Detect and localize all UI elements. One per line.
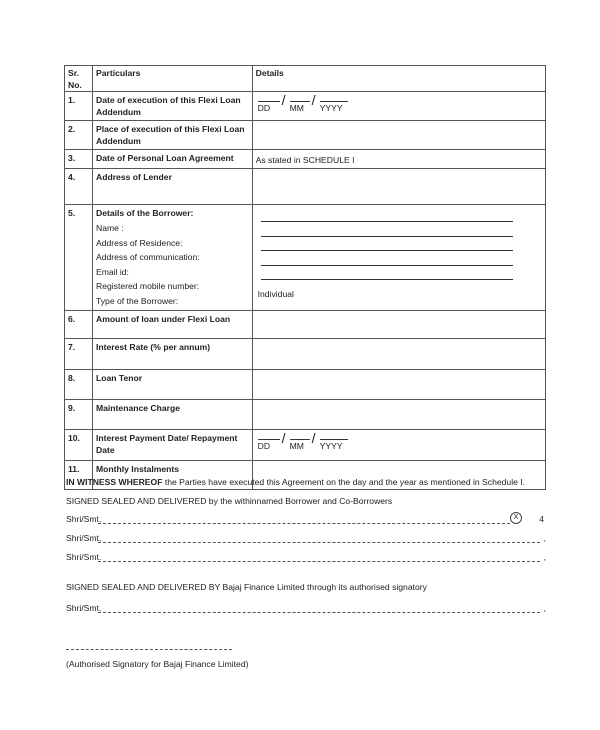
date-dd: DD: [258, 101, 280, 114]
borrower-type-label: Type of the Borrower:: [95, 295, 179, 306]
line-end: ,: [543, 533, 546, 543]
shri-label: Shri/Smt.: [66, 603, 102, 613]
date-dd: DD: [258, 439, 280, 452]
row-particular: Monthly Instalments: [92, 461, 252, 490]
header-sr-no: Sr. No.: [65, 66, 93, 92]
table-row: [65, 169, 546, 205]
row-number: 10.: [65, 430, 93, 461]
header-particulars: Particulars: [92, 66, 252, 92]
date-yyyy: YYYY: [320, 439, 348, 452]
date-yyyy: YYYY: [320, 101, 348, 114]
row-detail: As stated in SCHEDULE I: [252, 150, 545, 169]
seal-icon: X: [510, 512, 522, 524]
shri-label: Shri/Smt.: [66, 514, 102, 524]
borrower-type-value: Individual: [257, 288, 294, 299]
mobile-field[interactable]: [256, 273, 542, 288]
lender-address-field[interactable]: [252, 169, 545, 205]
row-number: 4.: [65, 169, 93, 205]
place-of-execution-field[interactable]: [252, 121, 545, 150]
table-row: [65, 311, 546, 339]
loan-amount-field[interactable]: [252, 311, 545, 339]
table-row: [65, 205, 546, 311]
table-header-row: [65, 66, 546, 92]
header-details: Details: [252, 66, 545, 92]
row-number: 8.: [65, 370, 93, 400]
table-row: [65, 121, 546, 150]
borrower-details-fields: [252, 205, 545, 311]
loan-tenor-field[interactable]: [252, 370, 545, 400]
row-particular: Amount of loan under Flexi Loan: [92, 311, 252, 339]
residence-address-label: Address of Residence:: [95, 237, 183, 248]
shri-label: Shri/Smt.: [66, 533, 102, 543]
maintenance-charge-field[interactable]: [252, 400, 545, 430]
signed-by-bajaj-text: SIGNED SEALED AND DELIVERED BY Bajaj Finance Limited through its authorised signatory: [66, 582, 427, 592]
borrower-type-field[interactable]: [256, 288, 542, 300]
borrower-name-field[interactable]: [256, 215, 542, 230]
row-number: 7.: [65, 339, 93, 370]
row-particular: Loan Tenor: [92, 370, 252, 400]
authorised-signature-line[interactable]: [66, 649, 232, 650]
borrower-name-label: Name :: [95, 223, 124, 233]
authorised-signatory-caption: (Authorised Signatory for Bajaj Finance Limited): [66, 659, 249, 669]
table-row: [65, 400, 546, 430]
residence-address-field[interactable]: [256, 230, 542, 245]
row-number: 9.: [65, 400, 93, 430]
communication-address-field[interactable]: [256, 244, 542, 259]
table-row: [65, 339, 546, 370]
row-particular: Date of execution of this Flexi Loan Addendum: [92, 92, 252, 121]
co-borrower-signature-line[interactable]: [66, 533, 546, 545]
date-placeholder: [256, 94, 542, 114]
witness-statement: [66, 477, 525, 487]
witness-bold: IN WITNESS WHEREOF: [66, 477, 163, 487]
date-mm: MM: [290, 439, 310, 452]
row-particular: Date of Personal Loan Agreement: [92, 150, 252, 169]
table-row: [65, 150, 546, 169]
interest-rate-field[interactable]: [252, 339, 545, 370]
email-field[interactable]: [256, 259, 542, 274]
witness-text: the Parties have executed this Agreement on the day and the year as mentioned in Schedule I.: [162, 477, 526, 487]
borrower-details-cell: [92, 205, 252, 311]
co-borrower-signature-line[interactable]: [66, 552, 546, 564]
bajaj-signatory-line[interactable]: [66, 603, 546, 615]
date-sep: /: [311, 92, 316, 108]
repayment-date-field[interactable]: [252, 430, 545, 461]
date-sep: /: [281, 92, 286, 108]
email-label: Email id:: [95, 266, 129, 277]
shri-label: Shri/Smt.: [66, 552, 102, 562]
row-number: 6.: [65, 311, 93, 339]
borrower-signature-line[interactable]: [66, 514, 546, 526]
row-particular: Interest Rate (% per annum): [92, 339, 252, 370]
table-row: [65, 92, 546, 121]
row-number: 2.: [65, 121, 93, 150]
signed-by-borrower-text: SIGNED SEALED AND DELIVERED by the withinnamed Borrower and Co-Borrowers: [66, 496, 393, 506]
row-particular: Interest Payment Date/ Repayment Date: [92, 430, 252, 461]
date-sep: /: [281, 430, 286, 446]
row-particular: Place of execution of this Flexi Loan Addendum: [92, 121, 252, 150]
borrower-field-labels: [96, 221, 249, 308]
date-mm: MM: [290, 101, 310, 114]
table-row: [65, 430, 546, 461]
seal-suffix: 4: [539, 514, 544, 524]
date-placeholder: [256, 432, 542, 452]
mobile-label: Registered mobile number:: [95, 281, 200, 291]
line-end: ,: [543, 552, 546, 562]
row-particular: Maintenance Charge: [92, 400, 252, 430]
row-number: 11.: [65, 461, 93, 490]
date-sep: /: [311, 430, 316, 446]
communication-address-label: Address of communication:: [95, 252, 200, 262]
particulars-table: [64, 65, 546, 490]
row-particular: Address of Lender: [92, 169, 252, 205]
table-row: [65, 370, 546, 400]
execution-date-field[interactable]: [252, 92, 545, 121]
borrower-details-title: Details of the Borrower:: [95, 208, 194, 218]
row-number: 3.: [65, 150, 93, 169]
row-number: 5.: [65, 205, 93, 311]
line-end: ,: [543, 603, 546, 613]
row-number: 1.: [65, 92, 93, 121]
